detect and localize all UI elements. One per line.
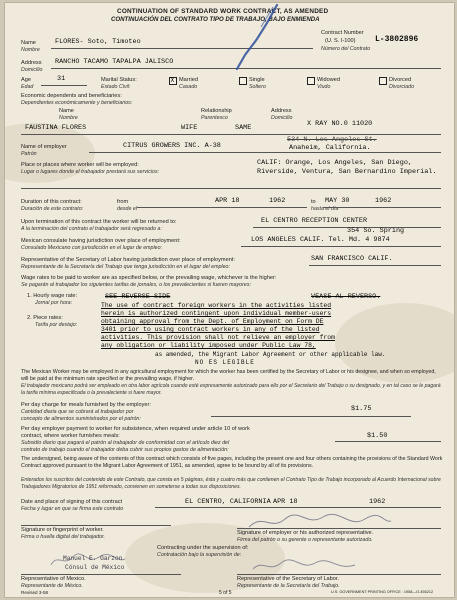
worker-signature-label: Signature or fingerprint of worker. bbox=[21, 527, 104, 533]
mexico-representative-label-es: Representante de México. bbox=[21, 583, 83, 589]
consulate-value: LOS ANGELES CALIF. Tel. Md. 4 9874 bbox=[251, 236, 390, 244]
marital-status-label-es: Estado Civil: bbox=[101, 84, 131, 90]
page-number: 5 of 5 bbox=[219, 590, 232, 596]
signing-date: APR 18 bbox=[273, 498, 298, 506]
subsistence-value: $1.50 bbox=[367, 432, 388, 440]
employer-old-address: 534 N. Los Angeles St. bbox=[287, 136, 377, 144]
worker-age: 31 bbox=[57, 75, 66, 83]
from-label: from bbox=[117, 199, 129, 205]
address-col-es: Domicilio bbox=[271, 115, 293, 121]
marital-status-label: Marital Status: bbox=[101, 77, 137, 83]
from-year: 1962 bbox=[269, 197, 286, 205]
address-label-es: Domicilio bbox=[21, 67, 43, 73]
meals-value: $1.75 bbox=[351, 405, 372, 413]
meals-label: Per day charge for meals furnished by the employer: bbox=[21, 402, 151, 408]
subsistence-label-es-2: contrato de trabajo cuando el trabajador deba cubrir sus propios gastos de alimentación: bbox=[21, 447, 229, 453]
clause-line: obtaining approval from the Dept. of Employment on Form DE bbox=[101, 318, 324, 326]
duration-label-es: Duración de este contrato: bbox=[21, 206, 84, 212]
beneficiary-name: FAUSTINA FLORES bbox=[25, 124, 87, 132]
mexico-representative-name: Manuel E. Garzon bbox=[63, 555, 123, 562]
consulate-label: Mexican consulate having jurisdiction over place of employment: bbox=[21, 238, 181, 244]
places-line-2: Riverside, Ventura, San Bernardino Imperial. bbox=[257, 168, 437, 176]
employer-label-es: Patrón bbox=[21, 151, 37, 157]
divorced-label-es: Divorciado bbox=[389, 84, 415, 90]
places-label: Place or places where worker will be employed: bbox=[21, 162, 139, 168]
printing-office: U.S. GOVERNMENT PRINTING OFFICE : 1958—O-455212 bbox=[331, 590, 434, 594]
places-line-1: CALIF: Orange, Los Angeles, San Diego, bbox=[257, 159, 412, 167]
to-date: MAY 30 bbox=[325, 197, 350, 205]
address-col: Address bbox=[271, 108, 292, 114]
single-label-es: Soltero bbox=[249, 84, 266, 90]
clause-line: activities. This provision shall not relieve an employer from bbox=[101, 334, 335, 342]
return-street: 354 So. Spring bbox=[347, 227, 405, 235]
labor-signature-line bbox=[237, 574, 441, 575]
dependent-name-col-es: Nombre bbox=[59, 115, 78, 121]
xray-number: X RAY NO.0 11020 bbox=[307, 120, 373, 128]
places-label-es: Lugar o lugares donde el trabajador prestará sus servicios: bbox=[21, 169, 160, 175]
from-date: APR 18 bbox=[215, 197, 240, 205]
hourly-wage-value: SEE REVERSE SIDE bbox=[105, 293, 171, 301]
name-label-es: Nombre bbox=[21, 47, 40, 53]
signing-year: 1962 bbox=[369, 498, 386, 506]
name-label: Name bbox=[21, 40, 36, 46]
representative-line bbox=[309, 265, 441, 266]
contract-page bbox=[4, 2, 455, 598]
hourly-wage-label-es: Jornal por hora: bbox=[35, 300, 73, 306]
worker-address: RANCHO TACAMO TAPALPA JALISCO bbox=[55, 58, 174, 66]
revised-note: Revised 3-58 bbox=[21, 590, 49, 595]
return-label-es: A la terminación del contrato el trabajador será regresado a: bbox=[21, 226, 162, 232]
to-line bbox=[323, 207, 441, 208]
meals-line bbox=[211, 416, 411, 417]
age-line bbox=[41, 85, 87, 86]
clause-overtype: NO ES LEGIBLE bbox=[195, 359, 255, 366]
beneficiary-relationship: WIFE bbox=[181, 124, 198, 132]
duration-label: Duration of this contract: bbox=[21, 199, 82, 205]
piece-rates-label-es: Tarifa por destajo: bbox=[35, 322, 78, 328]
to-label-es: hasta el día bbox=[311, 206, 339, 212]
signing-date-label-es: Fecha y lugar en que se firma este contrato bbox=[21, 506, 124, 512]
clause-tail: as amended, the Migrant Labor Agreement or other applicable law. bbox=[155, 351, 386, 358]
dependents-label-es: Dependientes económicamente y beneficiarios: bbox=[21, 100, 133, 106]
single-label: Single bbox=[249, 77, 265, 83]
subsistence-label: Per day employer payment to worker for subsistence, when required under article 10 of work bbox=[21, 426, 250, 432]
agreement-paragraph-es: Enterados los suscritos del contenido de este Contrato, que consta en 5 páginas, ésta y cuatro más que contienen el Contrato Tipo de Trabajo incorporado al Acuerdo Internacional sobre Trabajadores Migratorios de 1951 reformado, convienen en someterse a todas sus disposiciones. bbox=[21, 477, 441, 490]
subsistence-label-2: contract, where worker furnishes meals: bbox=[21, 433, 120, 439]
signing-date-label: Date and place of signing of this contract bbox=[21, 499, 123, 505]
worker-signature-line bbox=[21, 525, 171, 526]
consulate-line bbox=[241, 246, 441, 247]
married-label-es: Casado bbox=[179, 84, 198, 90]
employer-signature-label: Signature of employer or his authorized representative. bbox=[237, 530, 374, 536]
worker-name: FLORES- Soto, Timoteo bbox=[55, 38, 141, 46]
hourly-wage-side: VEASE AL REVERSO. bbox=[311, 293, 381, 301]
widowed-label: Widowed bbox=[317, 77, 341, 83]
relationship-col: Relationship bbox=[201, 108, 232, 114]
labor-signature bbox=[249, 557, 359, 575]
agreement-paragraph: The undersigned, being aware of the contents of this contract which consists of five pages, including the present one and four others containing the provisions of the Standard Work Contract approved pursuant to the Migrant Labor Agreement of 1951, as amended, agree to be bound by all of its provisions. bbox=[21, 456, 443, 469]
employer-label: Name of employer bbox=[21, 144, 67, 150]
supervision-label: Contracting under the supervision of: bbox=[157, 545, 249, 551]
places-line bbox=[21, 188, 441, 189]
wages-intro: Wage rates to be paid to worker are as specified below, or the prevailing wage, whichever is the higher: bbox=[21, 275, 277, 281]
representative-label: Representative of the Secretary of Labor having jurisdiction over place of employment: bbox=[21, 257, 235, 263]
beneficiary-address: SAME bbox=[235, 124, 252, 132]
hourly-wage-label: 1. Hourly wage rate: bbox=[27, 293, 78, 299]
single-checkbox[interactable] bbox=[239, 77, 247, 85]
divorced-label: Divorced bbox=[389, 77, 412, 83]
employer-signature-line bbox=[237, 528, 441, 529]
to-label: to bbox=[311, 199, 316, 205]
wages-intro-es: Se pagarán al trabajador los siguientes tarifas de jornales, o los prevalecientes si fueren mayores: bbox=[21, 282, 251, 288]
meals-label-es: Cantidad diaria que se cobrará al trabajador por bbox=[21, 409, 134, 415]
clause-line: herein is authorized contingent upon individual member-users bbox=[101, 310, 332, 318]
dependent-name-col: Name bbox=[59, 108, 74, 114]
employer-name: CITRUS GROWERS INC. A-38 bbox=[123, 142, 221, 150]
to-year: 1962 bbox=[375, 197, 392, 205]
mexico-representative-title: Cónsul de México bbox=[65, 564, 125, 571]
signing-place: EL CENTRO, CALIFORNIA bbox=[185, 498, 271, 506]
employer-signature-label-es: Firma del patrón o su gerente o representante autorizado. bbox=[237, 537, 373, 543]
married-checkbox[interactable] bbox=[169, 77, 177, 85]
contract-number-label-es: Número del Contrato bbox=[321, 46, 371, 52]
contract-number: L-3802896 bbox=[375, 35, 419, 44]
married-label: Married bbox=[179, 77, 198, 83]
widowed-label-es: Viudo bbox=[317, 84, 331, 90]
representative-label-es: Representante de la Secretaría del Trabajo que tenga jurisdicción en el lugar del empleo: bbox=[21, 264, 230, 270]
mexico-signature-line bbox=[21, 574, 181, 575]
supervision-label-es: Contratación bajo la supervisión de: bbox=[157, 552, 242, 558]
subsistence-label-es: Subsidio diario que pagará el patrón al trabajador de conformidad con el artículo diez del bbox=[21, 440, 230, 446]
age-label-es: Edad bbox=[21, 84, 34, 90]
contract-title: CONTINUATION OF STANDARD WORK CONTRACT, AS AMENDED bbox=[117, 8, 329, 15]
employment-paragraph-es: El trabajador mexicano podrá ser empleado en otra labor agrícola cuando esté expresamente autorizado para ello por el Secretario del Trabajo o su designado, y en tal caso se le pagará la tarifa mínima especificada o la prevaleciente si fuere mayor. bbox=[21, 383, 441, 396]
representative-value: SAN FRANCISCO CALIF. bbox=[311, 255, 393, 263]
from-label-es: desde el bbox=[117, 206, 138, 212]
address-label: Address bbox=[21, 60, 42, 66]
blue-pen-stroke bbox=[215, 3, 285, 73]
clause-line: 3401 prior to using contract workers in any of the listed bbox=[101, 326, 320, 334]
return-center: EL CENTRO RECEPTION CENTER bbox=[261, 217, 368, 225]
divorced-checkbox[interactable] bbox=[379, 77, 387, 85]
beneficiary-line bbox=[21, 134, 441, 135]
from-line bbox=[137, 207, 307, 208]
contract-number-sub: (U. S. I-100) bbox=[325, 38, 356, 44]
labor-representative-label-es: Representante de la Secretaría del Trabajo. bbox=[237, 583, 340, 589]
consulate-label-es: Consulado Mexicano con jurisdicción en el lugar de empleo: bbox=[21, 245, 163, 251]
contract-number-label: Contract Number bbox=[321, 30, 364, 36]
employer-city: Anaheim, California. bbox=[289, 144, 371, 152]
labor-representative-label: Representative of the Secretary of Labor. bbox=[237, 576, 339, 582]
clause-line: The use of contract foreign workers in the activities listed bbox=[101, 302, 332, 309]
return-label: Upon termination of this contract the worker will be returned to: bbox=[21, 219, 177, 225]
employer-line bbox=[89, 152, 441, 153]
meals-label-es-2: concepto de alimentos suministrados por el patrón: bbox=[21, 416, 141, 422]
subsistence-line bbox=[335, 441, 441, 442]
authorization-clause bbox=[101, 302, 441, 351]
mexico-representative-label: Representative of Mexico. bbox=[21, 576, 86, 582]
signing-line bbox=[155, 507, 441, 508]
widowed-checkbox[interactable] bbox=[307, 77, 315, 85]
dependents-label: Economic dependents and beneficiaries: bbox=[21, 93, 122, 99]
age-label: Age bbox=[21, 77, 31, 83]
worker-signature-label-es: Firma o huella digital del trabajador. bbox=[21, 534, 106, 540]
employment-paragraph: The Mexican Worker may be employed in any agricultural employment for which the worker has been certified by the Secretary of Labor or his designee, and when so employed, will be paid at the minimum rate specified or the prevailing wage, if higher. bbox=[21, 369, 436, 382]
clause-line: any obligation or liability imposed under Public Law 78, bbox=[101, 342, 316, 350]
piece-rates-label: 2. Piece rates: bbox=[27, 315, 63, 321]
contract-subtitle: CONTINUACIÓN DEL CONTRATO TIPO DE TRABAJO, BAJO ENMIENDA bbox=[111, 16, 320, 23]
relationship-col-es: Parentesco bbox=[201, 115, 228, 121]
